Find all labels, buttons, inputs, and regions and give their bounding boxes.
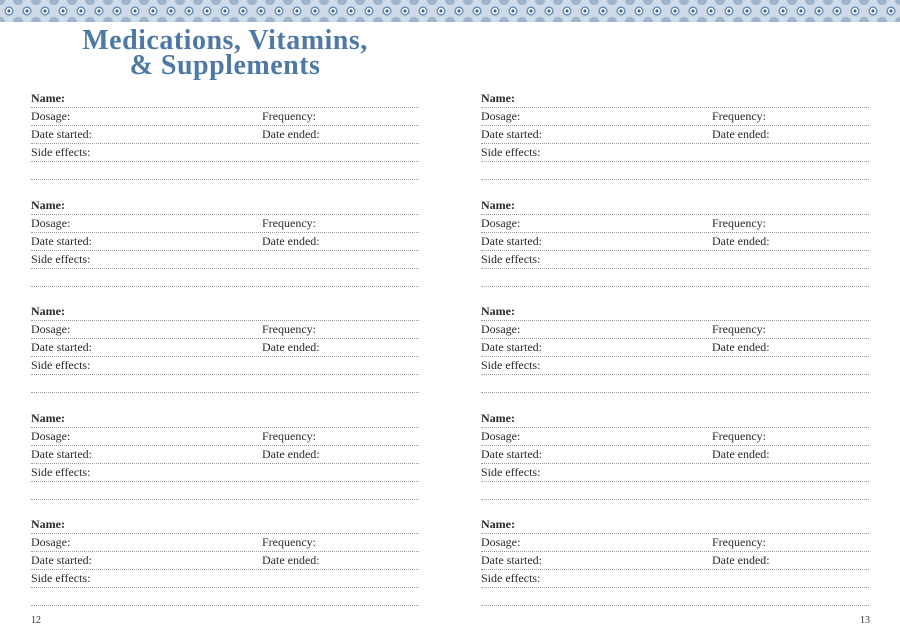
side-effects-label: Side effects: <box>31 571 91 585</box>
date-ended-label: Date ended: <box>712 127 770 141</box>
date-started-label: Date started: <box>481 127 542 141</box>
name-label: Name: <box>31 91 65 105</box>
side-effects-row[interactable] <box>31 570 419 588</box>
name-row[interactable] <box>481 303 869 321</box>
date-ended-label: Date ended: <box>262 553 320 567</box>
date-started-label: Date started: <box>481 553 542 567</box>
frequency-label: Frequency: <box>712 428 766 443</box>
side-effects-row[interactable] <box>31 251 419 269</box>
date-ended-label: Date ended: <box>262 233 320 248</box>
dosage-frequency-row[interactable] <box>481 321 869 339</box>
side-effects-extra-row[interactable] <box>481 162 869 180</box>
date-started-label: Date started: <box>31 127 92 141</box>
frequency-label: Frequency: <box>712 322 766 336</box>
name-row[interactable] <box>31 90 419 108</box>
side-effects-extra-line <box>31 499 419 500</box>
dates-row[interactable] <box>481 339 869 357</box>
side-effects-row[interactable] <box>481 570 869 588</box>
name-row[interactable] <box>31 197 419 215</box>
dosage-label: Dosage: <box>481 535 521 549</box>
dosage-frequency-row[interactable] <box>31 428 419 446</box>
name-row[interactable] <box>481 90 869 108</box>
side-effects-extra-row[interactable] <box>481 588 869 606</box>
name-label: Name: <box>481 517 515 531</box>
dosage-label: Dosage: <box>481 428 521 443</box>
date-started-label: Date started: <box>481 446 542 461</box>
date-ended-label: Date ended: <box>262 446 320 461</box>
side-effects-extra-line <box>31 179 419 180</box>
dosage-frequency-row[interactable] <box>481 108 869 126</box>
dates-row[interactable] <box>31 552 419 570</box>
dosage-frequency-row[interactable] <box>31 321 419 339</box>
side-effects-extra-line <box>481 392 869 393</box>
side-effects-label: Side effects: <box>481 251 541 266</box>
dosage-label: Dosage: <box>481 215 521 230</box>
date-ended-label: Date ended: <box>262 127 320 141</box>
side-effects-extra-line <box>31 605 419 606</box>
date-started-label: Date started: <box>31 233 92 248</box>
dosage-label: Dosage: <box>481 322 521 336</box>
date-started-label: Date started: <box>481 340 542 354</box>
dates-row[interactable] <box>481 446 869 464</box>
frequency-label: Frequency: <box>262 535 316 549</box>
side-effects-extra-row[interactable] <box>31 162 419 180</box>
name-row[interactable] <box>31 303 419 321</box>
side-effects-extra-row[interactable] <box>481 269 869 287</box>
name-label: Name: <box>481 410 515 425</box>
dosage-frequency-row[interactable] <box>31 215 419 233</box>
side-effects-row[interactable] <box>481 464 869 482</box>
date-ended-label: Date ended: <box>262 340 320 354</box>
side-effects-label: Side effects: <box>481 464 541 479</box>
left-page-form <box>31 90 419 605</box>
date-ended-label: Date ended: <box>712 553 770 567</box>
side-effects-label: Side effects: <box>481 358 541 372</box>
side-effects-label: Side effects: <box>31 251 91 266</box>
side-effects-label: Side effects: <box>31 145 91 159</box>
dosage-label: Dosage: <box>31 215 71 230</box>
name-row[interactable] <box>481 410 869 428</box>
name-row[interactable] <box>31 410 419 428</box>
name-label: Name: <box>31 410 65 425</box>
frequency-label: Frequency: <box>712 215 766 230</box>
medication-entry <box>31 516 419 606</box>
name-label: Name: <box>481 197 515 212</box>
dates-row[interactable] <box>481 126 869 144</box>
decorative-pattern-band <box>0 0 900 22</box>
date-ended-label: Date ended: <box>712 446 770 461</box>
dosage-frequency-row[interactable] <box>481 215 869 233</box>
side-effects-extra-row[interactable] <box>31 375 419 393</box>
title-line-2: & Supplements <box>129 50 321 81</box>
medication-entry <box>31 90 419 180</box>
dates-row[interactable] <box>481 233 869 251</box>
side-effects-extra-line <box>481 499 869 500</box>
frequency-label: Frequency: <box>262 109 316 123</box>
side-effects-label: Side effects: <box>481 145 541 159</box>
side-effects-extra-line <box>31 392 419 393</box>
name-label: Name: <box>31 517 65 531</box>
right-page-form <box>481 90 869 605</box>
page-number-right: 13 <box>860 615 870 626</box>
side-effects-label: Side effects: <box>31 358 91 372</box>
side-effects-label: Side effects: <box>481 571 541 585</box>
dosage-frequency-row[interactable] <box>31 534 419 552</box>
side-effects-extra-row[interactable] <box>481 375 869 393</box>
side-effects-extra-line <box>481 286 869 287</box>
dosage-label: Dosage: <box>31 428 71 443</box>
medication-entry <box>481 197 869 287</box>
side-effects-extra-row[interactable] <box>31 588 419 606</box>
date-started-label: Date started: <box>31 446 92 461</box>
name-row[interactable] <box>481 197 869 215</box>
side-effects-extra-line <box>481 605 869 606</box>
side-effects-row[interactable] <box>31 464 419 482</box>
page-number-left: 12 <box>31 615 41 626</box>
side-effects-extra-line <box>481 179 869 180</box>
medication-entry <box>31 410 419 500</box>
side-effects-extra-row[interactable] <box>31 269 419 287</box>
name-label: Name: <box>481 304 515 318</box>
name-row[interactable] <box>31 516 419 534</box>
name-label: Name: <box>31 197 65 212</box>
side-effects-row[interactable] <box>481 144 869 162</box>
dates-row[interactable] <box>31 233 419 251</box>
dates-row[interactable] <box>31 339 419 357</box>
frequency-label: Frequency: <box>262 215 316 230</box>
medication-entry <box>31 197 419 287</box>
side-effects-extra-row[interactable] <box>481 482 869 500</box>
dates-row[interactable] <box>481 552 869 570</box>
frequency-label: Frequency: <box>712 535 766 549</box>
dosage-frequency-row[interactable] <box>481 428 869 446</box>
medication-entry <box>31 303 419 393</box>
dosage-label: Dosage: <box>31 109 71 123</box>
medication-entry <box>481 410 869 500</box>
side-effects-row[interactable] <box>481 357 869 375</box>
frequency-label: Frequency: <box>262 322 316 336</box>
frequency-label: Frequency: <box>712 109 766 123</box>
name-label: Name: <box>31 304 65 318</box>
title-line-1: Medications, Vitamins, <box>82 25 368 56</box>
dosage-frequency-row[interactable] <box>31 108 419 126</box>
date-ended-label: Date ended: <box>712 233 770 248</box>
medication-entry <box>481 303 869 393</box>
date-ended-label: Date ended: <box>712 340 770 354</box>
side-effects-row[interactable] <box>31 357 419 375</box>
name-row[interactable] <box>481 516 869 534</box>
side-effects-extra-line <box>31 286 419 287</box>
name-label: Name: <box>481 91 515 105</box>
medication-entry <box>481 90 869 180</box>
side-effects-row[interactable] <box>31 144 419 162</box>
dosage-label: Dosage: <box>31 535 71 549</box>
date-started-label: Date started: <box>481 233 542 248</box>
dates-row[interactable] <box>31 446 419 464</box>
dosage-label: Dosage: <box>31 322 71 336</box>
medication-entry <box>481 516 869 606</box>
dosage-frequency-row[interactable] <box>481 534 869 552</box>
side-effects-label: Side effects: <box>31 464 91 479</box>
side-effects-row[interactable] <box>481 251 869 269</box>
side-effects-extra-row[interactable] <box>31 482 419 500</box>
date-started-label: Date started: <box>31 553 92 567</box>
frequency-label: Frequency: <box>262 428 316 443</box>
page-title <box>60 25 390 81</box>
dosage-label: Dosage: <box>481 109 521 123</box>
date-started-label: Date started: <box>31 340 92 354</box>
dates-row[interactable] <box>31 126 419 144</box>
